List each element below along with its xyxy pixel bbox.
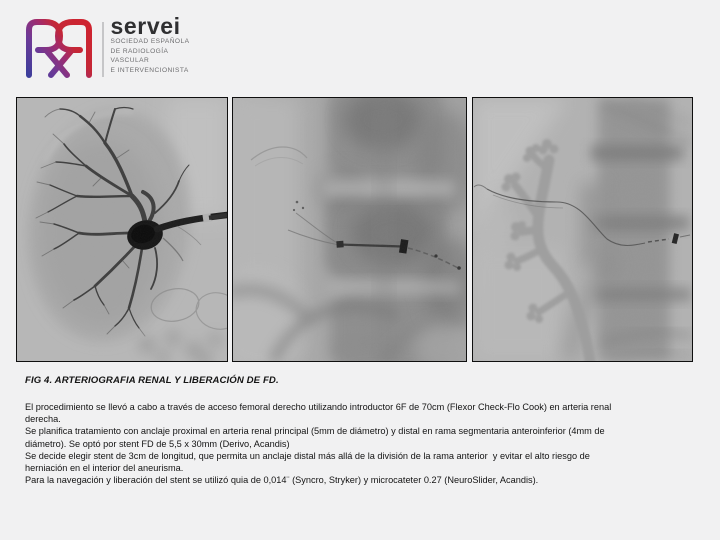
caption-line: Se decide elegir stent de 3cm de longitud, que permita un anclaje distal más allá de la división de la rama anterior y evitar el alto riesgo de: [25, 450, 590, 461]
figure-caption: [25, 375, 690, 486]
figure-title: FIG 4. ARTERIOGRAFIA RENAL Y LIBERACIÓN DE FD.: [25, 375, 279, 386]
logo-subtitle-line: DE RADIOLOGÍA: [110, 47, 169, 55]
caption-line: El procedimiento se llevó a cabo a través de acceso femoral derecho utilizando introductor 6F de 70cm (Flexor Check-Flo Cook) en arteria renal: [25, 402, 612, 412]
caption-line: Se planifica tratamiento con anclaje proximal en arteria renal principal (5mm de diámetro) y distal en rama segmentaria anteroinferior (4mm de: [25, 426, 605, 437]
logo-subtitle-line: E INTERVENCIONISTA: [110, 66, 189, 74]
logo-brand-name: servei: [110, 13, 181, 39]
logo-text: [111, 15, 190, 75]
renal-angiogram-image: [16, 97, 228, 362]
caption-line: diámetro). Se optó por stent FD de 5,5 x 30mm (Derivo, Acandis): [25, 438, 290, 449]
caption-line: Para la navegación y liberación del stent se utilizó quia de 0,014¨ (Syncro, Stryker) y microcateter 0.27 (NeuroSlider, Acandis).: [25, 475, 539, 486]
fluoroscopy-stent-delivery-image: [232, 97, 467, 362]
servei-logo: [21, 13, 190, 79]
logo-divider: [102, 22, 104, 77]
caption-line: derecha.: [25, 414, 61, 425]
caption-line: herniación en el interior del aneurisma.: [25, 463, 184, 474]
logo-subtitle-line: VASCULAR: [110, 57, 150, 65]
logo-subtitle-line: SOCIEDAD ESPAÑOLA: [110, 38, 190, 45]
servei-monogram-icon: [21, 17, 97, 79]
post-deployment-angiogram-image: [472, 97, 693, 362]
